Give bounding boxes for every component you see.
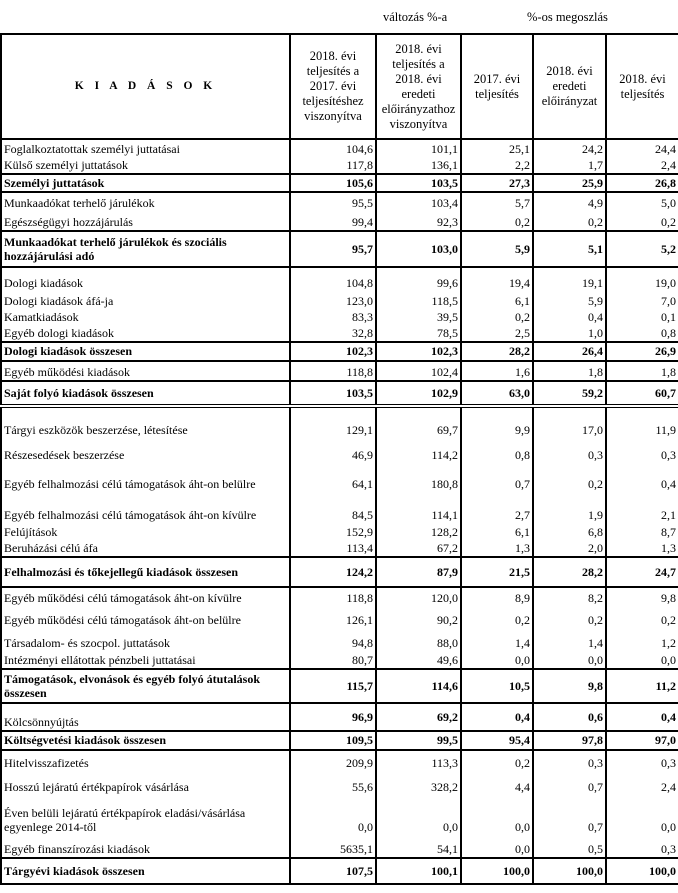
row-value: 5,9	[533, 291, 606, 309]
row-value: 103,0	[376, 231, 461, 267]
row-label: Kölcsönnyújtás	[1, 703, 290, 731]
table-row	[1, 325, 678, 342]
row-value: 118,8	[290, 587, 376, 606]
row-value: 8,9	[461, 587, 533, 606]
row-value: 103,5	[376, 174, 461, 192]
row-value: 28,2	[461, 342, 533, 361]
row-value: 128,2	[376, 523, 461, 540]
header-2018-plan: 2018. évi eredeti előirányzat	[533, 34, 606, 139]
row-value: 8,2	[533, 587, 606, 606]
row-value: 92,3	[376, 211, 461, 231]
super-header	[0, 10, 678, 30]
row-value: 24,2	[533, 139, 606, 157]
row-label: Felújítások	[1, 523, 290, 540]
header-change-vs-plan: 2018. évi teljesítés a 2018. évi eredeti előirányzathoz viszonyítva	[376, 34, 461, 139]
row-label: Munkaadókat terhelő járulékok	[1, 192, 290, 211]
table-row	[1, 342, 678, 361]
row-value: 2,4	[606, 771, 678, 795]
row-value: 104,8	[290, 267, 376, 291]
row-value: 95,4	[461, 731, 533, 750]
row-value: 1,6	[461, 361, 533, 381]
row-value: 28,2	[533, 557, 606, 587]
row-value: 0,8	[606, 325, 678, 342]
table-row	[1, 669, 678, 703]
row-value: 9,8	[533, 669, 606, 703]
row-value: 0,0	[606, 651, 678, 669]
row-value: 123,0	[290, 291, 376, 309]
row-label: Egészségügyi hozzájárulás	[1, 211, 290, 231]
table-row	[1, 174, 678, 192]
row-label: Társadalom- és szocpol. juttatások	[1, 628, 290, 651]
row-value: 0,0	[461, 795, 533, 835]
table-row	[1, 157, 678, 174]
row-value: 101,1	[376, 139, 461, 157]
row-value: 17,0	[533, 406, 606, 438]
row-label: Tárgyévi kiadások összesen	[1, 858, 290, 884]
row-label: Felhalmozási és tőkejellegű kiadások összesen	[1, 557, 290, 587]
row-value: 5,7	[461, 192, 533, 211]
row-value: 100,0	[606, 858, 678, 884]
row-value: 1,0	[533, 325, 606, 342]
row-value: 88,0	[376, 628, 461, 651]
table-row	[1, 192, 678, 211]
row-value: 1,9	[533, 492, 606, 523]
row-value: 7,0	[606, 291, 678, 309]
row-value: 0,7	[461, 463, 533, 492]
row-value: 78,5	[376, 325, 461, 342]
table-row	[1, 731, 678, 750]
table-row	[1, 795, 678, 835]
row-value: 0,2	[533, 463, 606, 492]
row-value: 100,0	[533, 858, 606, 884]
row-value: 0,0	[533, 651, 606, 669]
row-label: Részesedések beszerzése	[1, 438, 290, 463]
row-value: 0,1	[606, 309, 678, 325]
row-value: 5,9	[461, 231, 533, 267]
expenditure-table	[0, 33, 678, 885]
row-value: 126,1	[290, 606, 376, 628]
row-label: Foglalkoztatottak személyi juttatásai	[1, 139, 290, 157]
row-value: 0,2	[533, 211, 606, 231]
row-value: 0,2	[606, 606, 678, 628]
row-value: 19,4	[461, 267, 533, 291]
row-value: 64,1	[290, 463, 376, 492]
row-value: 69,7	[376, 406, 461, 438]
row-value: 0,6	[533, 703, 606, 731]
table-row	[1, 835, 678, 858]
row-value: 5635,1	[290, 835, 376, 858]
table-row	[1, 606, 678, 628]
row-value: 117,8	[290, 157, 376, 174]
row-value: 0,0	[461, 835, 533, 858]
row-value: 0,4	[533, 309, 606, 325]
row-value: 120,0	[376, 587, 461, 606]
row-value: 0,7	[533, 795, 606, 835]
table-row	[1, 267, 678, 291]
row-value: 90,2	[376, 606, 461, 628]
row-value: 5,0	[606, 192, 678, 211]
row-value: 2,2	[461, 157, 533, 174]
row-label: Személyi juttatások	[1, 174, 290, 192]
table-row	[1, 628, 678, 651]
row-value: 24,4	[606, 139, 678, 157]
row-value: 0,4	[606, 463, 678, 492]
row-value: 115,7	[290, 669, 376, 703]
header-kiadasok: K I A D Á S O K	[1, 34, 290, 139]
row-value: 102,4	[376, 361, 461, 381]
table-row	[1, 361, 678, 381]
header-2017-actual: 2017. évi teljesítés	[461, 34, 533, 139]
row-value: 95,5	[290, 192, 376, 211]
row-value: 0,0	[606, 795, 678, 835]
row-value: 46,9	[290, 438, 376, 463]
row-value: 97,8	[533, 731, 606, 750]
row-value: 113,4	[290, 540, 376, 557]
row-value: 1,3	[461, 540, 533, 557]
row-value: 19,0	[606, 267, 678, 291]
row-value: 4,9	[533, 192, 606, 211]
row-label: Hosszú lejáratú értékpapírok vásárlása	[1, 771, 290, 795]
row-value: 118,5	[376, 291, 461, 309]
row-value: 67,2	[376, 540, 461, 557]
row-value: 1,4	[461, 628, 533, 651]
row-value: 136,1	[376, 157, 461, 174]
row-value: 60,7	[606, 381, 678, 406]
row-value: 99,6	[376, 267, 461, 291]
table-row	[1, 523, 678, 540]
row-value: 0,2	[461, 211, 533, 231]
row-label: Beruházási célú áfa	[1, 540, 290, 557]
row-value: 25,1	[461, 139, 533, 157]
row-value: 19,1	[533, 267, 606, 291]
row-value: 0,0	[461, 651, 533, 669]
row-value: 104,6	[290, 139, 376, 157]
row-value: 49,6	[376, 651, 461, 669]
row-value: 32,8	[290, 325, 376, 342]
table-row	[1, 858, 678, 884]
row-value: 54,1	[376, 835, 461, 858]
row-value: 1,3	[606, 540, 678, 557]
row-value: 84,5	[290, 492, 376, 523]
row-value: 102,3	[376, 342, 461, 361]
distribution-super-header: %-os megoszlás	[527, 10, 608, 24]
row-value: 114,6	[376, 669, 461, 703]
row-value: 8,7	[606, 523, 678, 540]
row-value: 96,9	[290, 703, 376, 731]
row-value: 99,5	[376, 731, 461, 750]
table-row	[1, 211, 678, 231]
row-value: 9,9	[461, 406, 533, 438]
row-label: Dologi kiadások összesen	[1, 342, 290, 361]
row-value: 99,4	[290, 211, 376, 231]
row-value: 0,4	[606, 703, 678, 731]
row-label: Egyéb felhalmozási célú támogatások áht-on kívülre	[1, 492, 290, 523]
row-value: 80,7	[290, 651, 376, 669]
row-value: 1,8	[606, 361, 678, 381]
row-value: 0,5	[533, 835, 606, 858]
table-row	[1, 540, 678, 557]
row-value: 0,3	[606, 750, 678, 771]
row-label: Egyéb finanszírozási kiadások	[1, 835, 290, 858]
row-value: 107,5	[290, 858, 376, 884]
table-row	[1, 557, 678, 587]
table-row	[1, 406, 678, 438]
row-value: 26,9	[606, 342, 678, 361]
row-value: 0,2	[461, 309, 533, 325]
row-value: 83,3	[290, 309, 376, 325]
row-value: 0,2	[461, 606, 533, 628]
row-value: 1,7	[533, 157, 606, 174]
row-value: 100,0	[461, 858, 533, 884]
row-value: 39,5	[376, 309, 461, 325]
row-value: 10,5	[461, 669, 533, 703]
row-label: Egyéb működési célú támogatások áht-on kívülre	[1, 587, 290, 606]
row-value: 105,6	[290, 174, 376, 192]
row-value: 0,7	[533, 771, 606, 795]
row-value: 97,0	[606, 731, 678, 750]
row-value: 2,5	[461, 325, 533, 342]
row-label: Dologi kiadások	[1, 267, 290, 291]
row-label: Kamatkiadások	[1, 309, 290, 325]
row-value: 11,2	[606, 669, 678, 703]
row-value: 5,2	[606, 231, 678, 267]
row-value: 152,9	[290, 523, 376, 540]
header-2018-actual: 2018. évi teljesítés	[606, 34, 678, 139]
table-row	[1, 463, 678, 492]
row-value: 2,0	[533, 540, 606, 557]
row-label: Munkaadókat terhelő járulékok és szociális hozzájárulási adó	[1, 231, 290, 267]
row-value: 2,7	[461, 492, 533, 523]
row-value: 113,3	[376, 750, 461, 771]
row-value: 87,9	[376, 557, 461, 587]
row-label: Költségvetési kiadások összesen	[1, 731, 290, 750]
row-value: 102,3	[290, 342, 376, 361]
row-value: 6,1	[461, 523, 533, 540]
row-value: 103,5	[290, 381, 376, 406]
table-row	[1, 381, 678, 406]
row-label: Egyéb működési célú támogatások áht-on belülre	[1, 606, 290, 628]
table-row	[1, 291, 678, 309]
table-row	[1, 309, 678, 325]
row-label: Dologi kiadások áfá-ja	[1, 291, 290, 309]
row-value: 328,2	[376, 771, 461, 795]
row-value: 69,2	[376, 703, 461, 731]
row-label: Egyéb dologi kiadások	[1, 325, 290, 342]
row-value: 180,8	[376, 463, 461, 492]
row-value: 0,8	[461, 438, 533, 463]
row-value: 0,3	[606, 438, 678, 463]
row-value: 26,8	[606, 174, 678, 192]
row-value: 6,1	[461, 291, 533, 309]
row-value: 6,8	[533, 523, 606, 540]
row-value: 1,2	[606, 628, 678, 651]
table-row	[1, 651, 678, 669]
row-value: 0,2	[533, 606, 606, 628]
row-value: 63,0	[461, 381, 533, 406]
row-value: 0,0	[376, 795, 461, 835]
row-value: 9,8	[606, 587, 678, 606]
row-label: Saját folyó kiadások összesen	[1, 381, 290, 406]
row-value: 0,0	[290, 795, 376, 835]
row-label: Támogatások, elvonások és egyéb folyó átutalások összesen	[1, 669, 290, 703]
row-label: Külső személyi juttatások	[1, 157, 290, 174]
row-value: 1,8	[533, 361, 606, 381]
row-value: 209,9	[290, 750, 376, 771]
table-row	[1, 492, 678, 523]
row-label: Intézményi ellátottak pénzbeli juttatásai	[1, 651, 290, 669]
change-super-header: változás %-a	[383, 10, 448, 24]
row-value: 109,5	[290, 731, 376, 750]
row-value: 114,1	[376, 492, 461, 523]
row-value: 2,4	[606, 157, 678, 174]
row-value: 0,4	[461, 703, 533, 731]
row-value: 21,5	[461, 557, 533, 587]
row-value: 102,9	[376, 381, 461, 406]
row-value: 11,9	[606, 406, 678, 438]
row-value: 59,2	[533, 381, 606, 406]
row-value: 118,8	[290, 361, 376, 381]
row-label: Egyéb felhalmozási célú támogatások áht-on belülre	[1, 463, 290, 492]
row-value: 26,4	[533, 342, 606, 361]
header-row	[1, 34, 678, 139]
row-value: 0,2	[461, 750, 533, 771]
row-value: 27,3	[461, 174, 533, 192]
row-label: Tárgyi eszközök beszerzése, létesítése	[1, 406, 290, 438]
header-change-vs-2017: 2018. évi teljesítés a 2017. évi teljesítéshez viszonyítva	[290, 34, 376, 139]
row-value: 124,2	[290, 557, 376, 587]
row-value: 1,4	[533, 628, 606, 651]
row-value: 5,1	[533, 231, 606, 267]
row-label: Egyéb működési kiadások	[1, 361, 290, 381]
row-label: Éven belüli lejáratú értékpapírok eladási/vásárlása egyenlege 2014-től	[1, 795, 290, 835]
row-value: 55,6	[290, 771, 376, 795]
row-value: 100,1	[376, 858, 461, 884]
table-row	[1, 703, 678, 731]
row-value: 0,2	[606, 211, 678, 231]
row-value: 0,3	[606, 835, 678, 858]
row-value: 0,3	[533, 750, 606, 771]
row-value: 103,4	[376, 192, 461, 211]
row-value: 4,4	[461, 771, 533, 795]
row-value: 24,7	[606, 557, 678, 587]
row-value: 0,3	[533, 438, 606, 463]
row-value: 25,9	[533, 174, 606, 192]
table-row	[1, 771, 678, 795]
row-value: 95,7	[290, 231, 376, 267]
row-label: Hitelvisszafizetés	[1, 750, 290, 771]
row-value: 2,1	[606, 492, 678, 523]
row-value: 129,1	[290, 406, 376, 438]
row-value: 94,8	[290, 628, 376, 651]
row-value: 114,2	[376, 438, 461, 463]
table-row	[1, 438, 678, 463]
table-row	[1, 750, 678, 771]
table-row	[1, 231, 678, 267]
table-row	[1, 587, 678, 606]
table-row	[1, 139, 678, 157]
